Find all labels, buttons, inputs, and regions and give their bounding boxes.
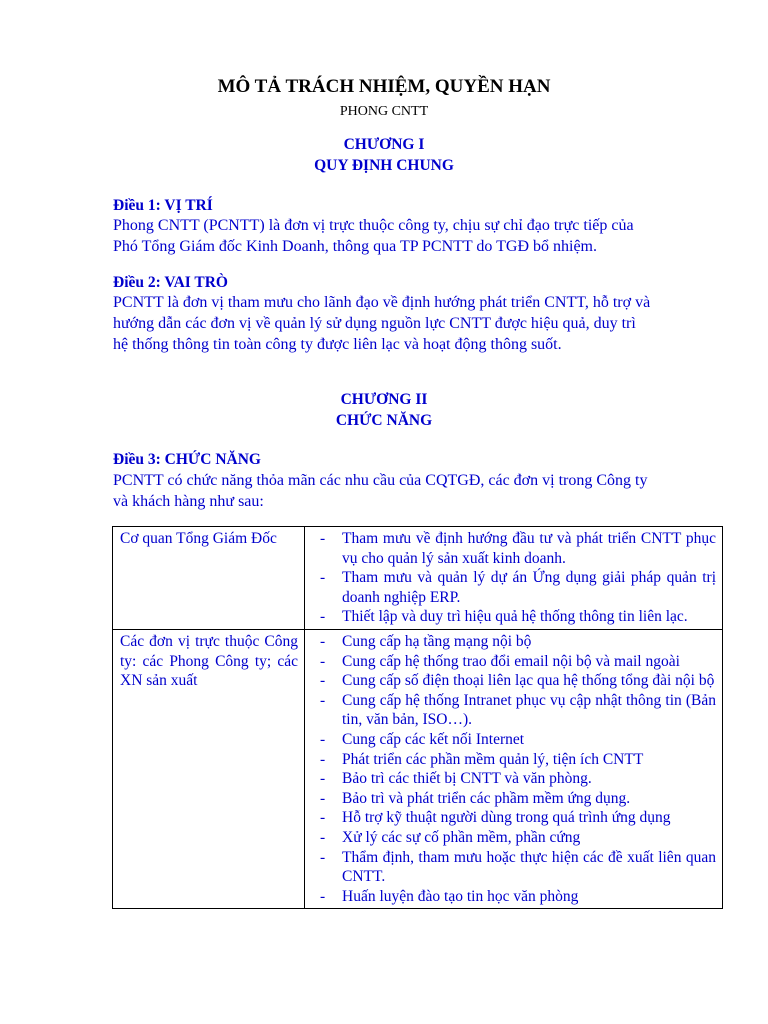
items-cell — [305, 527, 723, 630]
list-item-text: Tham mưu và quản lý dự án Ứng dụng giải pháp quản trị doanh nghiệp ERP. — [342, 569, 716, 606]
article-1-line-1: Phong CNTT (PCNTT) là đơn vị trực thuộc công ty, chịu sự chỉ đạo trực tiếp của — [113, 217, 634, 234]
subject-cell: Cơ quan Tổng Giám Đốc — [113, 527, 305, 630]
article-3-line-1: PCNTT có chức năng thỏa mãn các nhu cầu của CQTGĐ, các đơn vị trong Công ty — [113, 472, 648, 489]
list-item — [312, 568, 716, 607]
article-2-line-3: hệ thống thông tin toàn công ty được liên lạc và hoạt động thông suốt. — [113, 336, 562, 353]
dash-bullet: - — [320, 770, 326, 788]
document-subtitle: PHONG CNTT — [339, 104, 429, 119]
document-title: MÔ TẢ TRÁCH NHIỆM, QUYỀN HẠN — [217, 76, 551, 97]
list-item — [312, 848, 716, 887]
article-1-line-2: Phó Tổng Giám đốc Kinh Doanh, thông qua TP PCNTT do TGĐ bổ nhiệm. — [113, 238, 597, 255]
dash-bullet: - — [320, 887, 326, 905]
list-item — [312, 529, 716, 568]
list-item-text: Thẩm định, tham mưu hoặc thực hiện các đề xuất liên quan CNTT. — [342, 848, 716, 886]
dash-bullet: - — [320, 750, 326, 768]
subject-cell: Các đơn vị trực thuộc Công ty: các Phong Công ty; các XN sản xuất — [113, 629, 305, 908]
item-list — [312, 632, 716, 906]
list-item — [312, 607, 716, 627]
list-item — [312, 691, 716, 730]
table-row — [113, 629, 723, 908]
items-cell — [305, 629, 723, 908]
list-item — [312, 828, 716, 848]
chapter-2-number: CHƯƠNG II — [340, 391, 428, 408]
list-item — [312, 671, 716, 691]
list-item — [312, 730, 716, 750]
article-1-body — [113, 215, 721, 257]
article-3-body — [113, 470, 721, 512]
dash-bullet: - — [320, 691, 326, 709]
list-item-text: Hỗ trợ kỹ thuật người dùng trong quá trình ứng dụng — [342, 809, 671, 827]
item-list — [312, 529, 716, 627]
list-item-text: Cung cấp số điện thoại liên lạc qua hệ thống tổng đài nội bộ — [342, 672, 715, 690]
dash-bullet: - — [320, 530, 326, 547]
list-item-text: Xử lý các sự cố phần mềm, phần cứng — [342, 828, 581, 846]
list-item — [312, 887, 716, 907]
dash-bullet: - — [320, 632, 326, 650]
dash-bullet: - — [320, 848, 326, 866]
article-2-heading: Điều 2: VAI TRÒ — [113, 274, 228, 291]
chapter-1-name: QUY ĐỊNH CHUNG — [314, 157, 454, 174]
article-3-line-2: và khách hàng như sau: — [113, 493, 264, 510]
list-item-text: Cung cấp hạ tầng mạng nội bộ — [342, 632, 532, 650]
list-item-text: Huấn luyện đào tạo tin học văn phòng — [342, 887, 579, 905]
dash-bullet: - — [320, 652, 326, 670]
dash-bullet: - — [320, 809, 326, 827]
function-table — [112, 526, 723, 909]
dash-bullet: - — [320, 828, 326, 846]
list-item — [312, 632, 716, 652]
list-item-text: Cung cấp hệ thống Intranet phục vụ cập nhật thông tin (Bản tin, văn bản, ISO…). — [342, 691, 716, 729]
list-item-text: Cung cấp hệ thống trao đổi email nội bộ và mail ngoài — [342, 652, 680, 670]
list-item-text: Phát triển các phần mềm quản lý, tiện ích CNTT — [342, 750, 644, 768]
list-item-text: Bảo trì các thiết bị CNTT và văn phòng. — [342, 770, 592, 788]
list-item — [312, 652, 716, 672]
list-item — [312, 769, 716, 789]
dash-bullet: - — [320, 789, 326, 807]
dash-bullet: - — [320, 608, 326, 626]
article-1-heading: Điều 1: VỊ TRÍ — [113, 197, 213, 214]
article-2-line-1: PCNTT là đơn vị tham mưu cho lãnh đạo về định hướng phát triển CNTT, hỗ trợ và — [113, 294, 651, 311]
article-2-line-2: hướng dẫn các đơn vị về quản lý sử dụng nguồn lực CNTT được hiệu quả, duy trì — [113, 315, 636, 332]
chapter-1-number: CHƯƠNG I — [343, 136, 425, 153]
list-item-text: Cung cấp các kết nối Internet — [342, 730, 525, 748]
dash-bullet: - — [320, 672, 326, 690]
list-item-text: Thiết lập và duy trì hiệu quả hệ thống thông tin liên lạc. — [342, 608, 688, 626]
list-item-text: Bảo trì và phát triển các phầm mềm ứng dụng. — [342, 789, 631, 807]
list-item — [312, 750, 716, 770]
chapter-2-name: CHỨC NĂNG — [335, 412, 433, 429]
dash-bullet: - — [320, 569, 326, 587]
list-item — [312, 808, 716, 828]
dash-bullet: - — [320, 730, 326, 748]
article-2-body — [113, 292, 721, 355]
list-item-text: Tham mưu về định hướng đầu tư và phát triển CNTT phục vụ cho quản lý sản xuất kinh doanh. — [342, 530, 716, 567]
article-3-heading: Điều 3: CHỨC NĂNG — [113, 451, 261, 468]
table-row — [113, 527, 723, 630]
list-item — [312, 789, 716, 809]
